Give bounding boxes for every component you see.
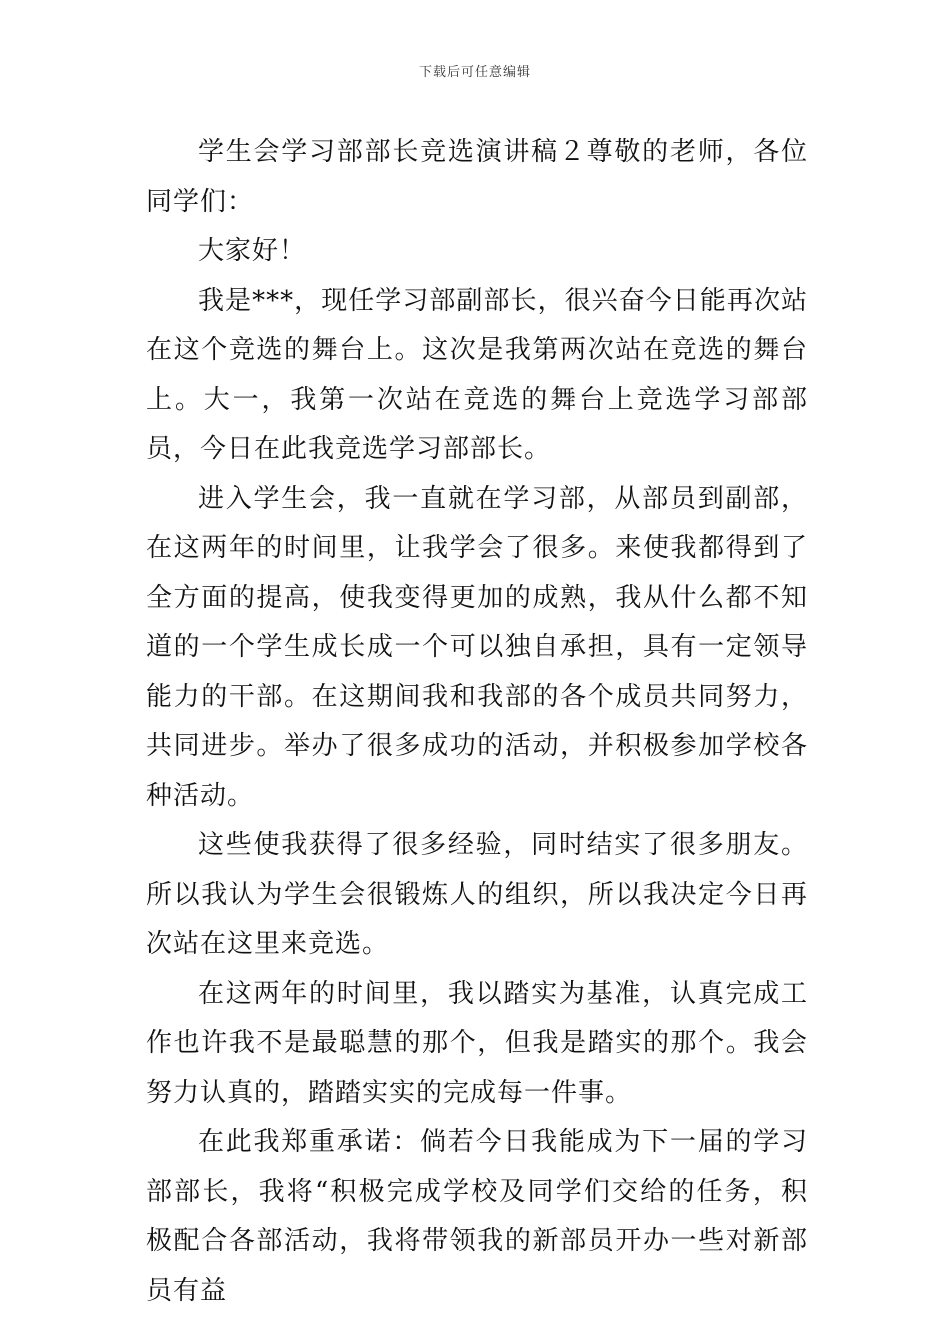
document-body — [146, 128, 808, 1316]
paragraph-experience: 进入学生会，我一直就在学习部，从部员到副部，在这两年的时间里，让我学会了很多。来使我都得到了全方面的提高，使我变得更加的成熟，我从什么都不知道的一个学生成长成一个可以独自承担，具有一定领导能力的干部。在这期间我和我部的各个成员共同努力，共同进步。举办了很多成功的活动，并积极参加学校各种活动。 — [146, 483, 808, 811]
paragraph-commitment: 在此我郑重承诺：倘若今日我能成为下一届的学习部部长，我将“积极完成学校及同学们交给的任务，积极配合各部活动，我将带领我的新部员开办一些对新部员有益 — [146, 1127, 808, 1306]
paragraph-title: 学生会学习部部长竞选演讲稿２尊敬的老师，各位同学们： — [146, 137, 808, 217]
header-note: 下载后可任意编辑 — [418, 65, 531, 80]
paragraph-greeting: 大家好！ — [198, 236, 307, 266]
paragraph-attitude: 在这两年的时间里，我以踏实为基准，认真完成工作也许我不是最聪慧的那个，但我是踏实的那个。我会努力认真的，踏踏实实的完成每一件事。 — [146, 978, 808, 1108]
paragraph-gains: 这些使我获得了很多经验，同时结实了很多朋友。所以我认为学生会很锻炼人的组织，所以我决定今日再次站在这里来竞选。 — [146, 830, 808, 959]
paragraph-introduction: 我是***，现任学习部副部长，很兴奋今日能再次站在这个竞选的舞台上。这次是我第两次站在竞选的舞台上。大一，我第一次站在竞选的舞台上竞选学习部部员，今日在此我竞选学习部部长。 — [146, 285, 808, 464]
